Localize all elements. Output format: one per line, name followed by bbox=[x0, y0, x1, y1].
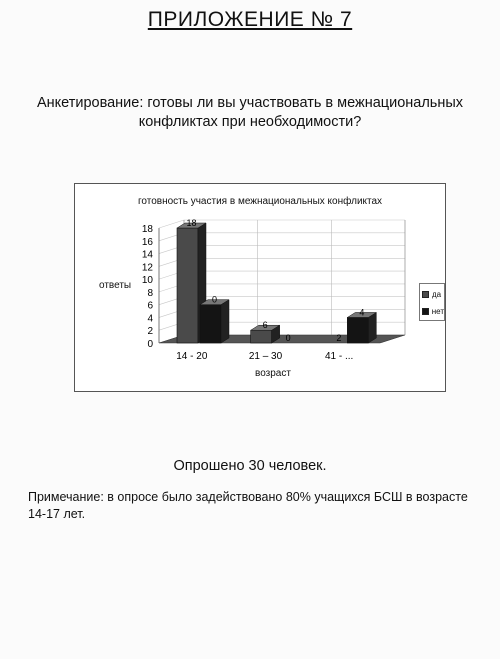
y-axis-label: ответы bbox=[99, 280, 132, 291]
page-heading: ПРИЛОЖЕНИЕ № 7 bbox=[147, 8, 353, 31]
x-axis-label: возраст bbox=[255, 368, 291, 379]
x-tick-label-1: 21 – 30 bbox=[248, 351, 283, 362]
bar-1-2 bbox=[347, 317, 368, 343]
legend-label-yes: да bbox=[432, 289, 442, 299]
legend-item-no bbox=[422, 304, 444, 318]
y-tick-label-7: 14 bbox=[141, 249, 153, 261]
y-tick-label-6: 12 bbox=[141, 262, 153, 274]
legend-item-yes bbox=[422, 287, 444, 301]
data-label-1-1: 0 bbox=[285, 333, 291, 343]
bar-1-0 bbox=[200, 305, 221, 343]
data-label-0-2: 2 bbox=[336, 333, 342, 343]
x-tick-label-0: 14 - 20 bbox=[176, 351, 208, 362]
y-tick-label-4: 8 bbox=[147, 287, 153, 299]
y-tick-label-0: 0 bbox=[147, 339, 153, 350]
y-tick-label-5: 10 bbox=[141, 275, 153, 287]
footnote: Примечание: в опросе было задействовано 80% учащихся БСШ в возрасте 14-17 лет. bbox=[28, 490, 468, 521]
chart-legend bbox=[419, 283, 445, 321]
chart-frame bbox=[74, 183, 446, 392]
respondent-count: Опрошено 30 человек. bbox=[173, 458, 327, 474]
data-label-0-1: 6 bbox=[262, 320, 268, 331]
data-label-1-0: 0 bbox=[211, 294, 218, 305]
legend-swatch-no bbox=[422, 308, 429, 315]
legend-swatch-yes bbox=[422, 291, 429, 298]
bar-0-1 bbox=[251, 330, 272, 343]
y-tick-label-3: 6 bbox=[147, 300, 153, 312]
data-label-0-0: 18 bbox=[186, 218, 197, 228]
y-tick-label-8: 16 bbox=[141, 236, 153, 248]
bar-side-1-0 bbox=[221, 300, 229, 343]
x-tick-label-2: 41 - ... bbox=[324, 351, 354, 362]
chart-title: готовность участия в межнациональных конфликтах bbox=[137, 196, 383, 207]
y-tick-label-2: 4 bbox=[147, 313, 153, 325]
survey-question: Анкетирование: готовы ли вы участвовать в межнациональных конфликтах при необходимости? bbox=[36, 95, 464, 130]
y-tick-label-9: 18 bbox=[141, 224, 153, 235]
legend-label-no: нет bbox=[431, 306, 444, 316]
data-label-1-2: 4 bbox=[359, 307, 365, 318]
bar-side-1-2 bbox=[368, 312, 376, 343]
y-tick-label-1: 2 bbox=[147, 326, 153, 338]
bar-0-0 bbox=[177, 228, 198, 343]
